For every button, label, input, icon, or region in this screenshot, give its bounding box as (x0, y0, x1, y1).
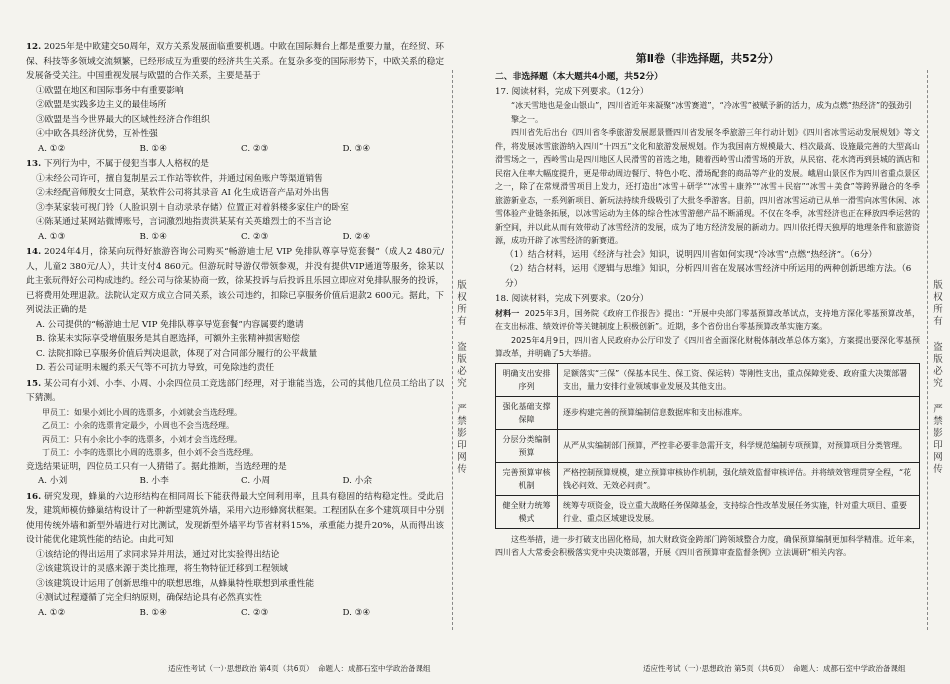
question-stem: 下列行为中，不属于侵犯当事人人格权的是 (43, 159, 209, 169)
statement-option: ③欧盟是当今世界最大的区域性经济合作组织 (36, 114, 210, 125)
statement-option: ①未经公司许可，擅自复制星云工作站等软件，并通过闲鱼账户等渠道销售 (36, 173, 323, 184)
copyright-notice: 版 权 所 有 盗 版 必 究 严 禁 影 印 网 传 (933, 280, 943, 475)
page-footer-author: 命题人：成都石室中学政治备课组 (318, 664, 431, 673)
statement-option: ④测试过程遵循了完全归纳原则，确保结论具有必然真实性 (36, 593, 262, 603)
statement-option: ③李某家装可视门铃（人脸识别＋自动录录存储）位置正对着斜楼多家住户的卧室 (36, 202, 349, 213)
statement-option: ②该建筑设计的灵感来源于类比推理，将生物特征迁移到工程领域 (36, 564, 288, 574)
question-stem: 2025年是中欧建交50周年，双方关系发展面临重要机遇。中欧在国际舞台上都是重要力量，在经贸、环保、科技等多领域交流频繁，已经形成互为重要的经济共生关系。在复杂多变的国际形势下，中欧关系的稳定发展备受关注。中国重视发展与欧盟的合作关系，主要是基于 (26, 42, 444, 81)
statement-option: D. 若公司证明未履约系天气等不可抗力导致，可免除违约责任 (36, 363, 275, 373)
answer-choice: B. ①④ (139, 143, 167, 154)
section-title: 二、非选择题（本大题共4小题，共52分） (495, 72, 663, 82)
statement-option: C. 法院扣除已享服务价值后判决退款，体现了对合同部分履行的公平裁量 (36, 348, 318, 359)
material-closing: 这些举措，进一步打破支出固化格局，加大财政资金跨部门跨领域整合力度，确保预算编制更加科学精准。近年来，四川省人大常委会积极落实党中央决策部署，开展《四川省预算审查监督条例》立法调研”相关内容。 (495, 534, 920, 557)
question-number: 14. (26, 247, 42, 257)
statement-option: ④陈某通过某网站微博账号，言词激烈地指责洪某某有关英雄烈士的不当言论 (36, 217, 332, 227)
binding-line (927, 70, 928, 630)
question-13 (26, 157, 444, 244)
answer-choices (26, 230, 444, 245)
measure-row (496, 462, 920, 495)
question-number: 13. (26, 159, 42, 169)
question-asks (495, 248, 920, 292)
statement-option: A. 公司提供的“畅游迪士尼 VIP 免排队尊享导览套餐”内容属要约邀请 (36, 319, 304, 330)
question-14 (26, 245, 444, 376)
page-footer-info: 适应性考试（一）·思想政治 第5页（共6页） (643, 664, 789, 673)
part-2-title: 第Ⅱ卷（非选择题，共52分） (635, 52, 780, 65)
answer-choice: C. ②③ (241, 607, 269, 618)
question-stem: 阅读材料，完成下列要求。（20分） (511, 294, 649, 304)
essay-questions-column (495, 50, 920, 630)
question-number: 16. (26, 491, 42, 502)
measure-description: 逐步构建完善的预算编制信息数据库和支出标准库。 (558, 396, 920, 429)
material-quote: “冰天雪地也是金山银山”，四川省近年来凝聚“冰雪赛道”，“冷冰雪”被赋予新的活力，成为点燃“热经济”的强劲引擎之一。 (511, 101, 913, 124)
measure-description: 严格控制预算规模，建立预算审核协作机制，强化绩效监督审核评估。并将绩效管理贯穿全程，“花钱必问效、无效必问责”。 (558, 462, 920, 495)
answer-choices (26, 474, 444, 489)
copyright-notice: 版 权 所 有 盗 版 必 究 严 禁 影 印 网 传 (457, 280, 467, 475)
answer-choice: B. 小李 (139, 476, 169, 486)
statement-option: ①该结论的得出运用了求同求异并用法，通过对比实验得出结论 (36, 549, 280, 560)
measure-row (496, 396, 920, 429)
material-text-2: 2025年4月9日，四川省人民政府办公厅印发了《四川省全面深化财税体制改革总体方案》，方案提出要深化零基预算改革，并明确了5大举措。 (495, 335, 920, 358)
answer-choice: A. ①② (38, 143, 66, 154)
material-text: 四川省先后出台《四川省冬季旅游发展愿景暨四川省发展冬季旅游三年行动计划》《四川省冰雪运动发展规划》等文件，将发展冰雪旅游纳入四川“十四五”文化和旅游发展规划。作为我国南方规模最大、档次最高、设施最完善的大型高山滑雪场之一，西岭雪山是四川地区人民滑雪的首选之地，随着西岭雪山滑雪场的开放，从民宿、花水湾再到县城的酒店和民宿入住率大幅度提升，更是带动周边餐厅、特色小吃、滑场配套的商品等产业的发展。峨眉山景区作为四川省重点景区之一，除了在常规滑雪项目上发力，还打造出“冰雪＋研学”“冰雪＋康养”“冰雪＋民宿”“冰雪＋美食”等跨界融合的冬季旅游新业态，一系列新项目、新玩法持续升级吸引了大批冬季游客。目前，四川省冰雪运动已从单一滑雪向冰雪休闲、冰雪体验产业链条拓展，以冰雪运动为主体的综合性冰雪游憩产品不断涌现。不仅在冬季，冰雪经济也正在释放四季运营的新空间，并以此从而有效带动了冰雪经济的发展，成为了地方经济发展的新动力。四川依托得天独厚的地理条件和旅游资源，成功开辟了冰雪经济的新赛道。 (495, 128, 920, 245)
statement-option: 丁员工：小李的选票比小周的选票多，但小刘不会当选经理。 (42, 448, 258, 457)
question-18 (495, 292, 920, 560)
answer-choice: A. 小刘 (38, 476, 68, 486)
measure-row (496, 429, 920, 462)
question-16 (26, 490, 444, 621)
answer-choice: A. ①③ (38, 231, 66, 242)
question-text (26, 377, 444, 406)
page-footer-author: 命题人：成都石室中学政治备课组 (793, 664, 906, 673)
questions-column (26, 40, 444, 630)
measure-name: 完善预算审核机制 (496, 462, 558, 495)
measures-table (495, 363, 920, 529)
answer-choice: B. ①④ (139, 607, 167, 618)
answer-choice: D. ③④ (342, 607, 371, 618)
answer-choices (26, 142, 444, 157)
answer-choice: B. ①④ (139, 231, 167, 242)
question-number: 15. (26, 378, 42, 389)
question-closing: 竞选结果证明，四位员工只有一人猜错了。据此推断，当选经理的是 (26, 461, 287, 472)
answer-choice: C. ②③ (241, 143, 269, 154)
question-number: 17. (495, 86, 509, 97)
question-17 (495, 85, 920, 292)
measure-name: 健全财力统筹模式 (496, 495, 558, 528)
statement-option: ④中欧各具经济优势，互补性强 (36, 129, 158, 139)
question-15 (26, 377, 444, 489)
material-text: 2025年3月，国务院《政府工作报告》提出：“开展中央部门零基预算改革试点，支持地方深化零基预算改革，在支出标准、绩效评价等关键制度上积极创新”。近期，多个省份出台零基预算改革实施方案。 (495, 308, 920, 331)
answer-choice: D. ③④ (342, 143, 371, 154)
question-stem: 阅读材料，完成下列要求。（12分） (511, 86, 649, 97)
question-stem: 某公司有小刘、小李、小周、小余四位员工竞选部门经理，对于谁能当选，公司的其他几位员工给出了以下猜测。 (26, 378, 444, 403)
measure-row (496, 363, 920, 396)
question-text (26, 490, 444, 548)
answer-choices (26, 606, 444, 621)
question-stem: 研究发现，蜂巢的六边形结构在相同周长下能获得最大空间利用率，且具有稳固的结构稳定性。受此启发，建筑师模仿蜂巢结构设计了一种新型建筑外墙，采用六边形蜂窝状框架。工程团队在多个建筑项目中分别使用传统外墙和新型外墙进行对比测试，发现新型外墙平均节省材料15%，承重能力提升20%，从而得出该设计能优化建筑性能的结论。由此可知 (26, 491, 444, 545)
statement-option: 丙员工：只有小余比小李的选票多，小刘才会当选经理。 (42, 434, 242, 444)
question-stem: 2024年4月，徐某向玩得好旅游咨询公司购买“畅游迪士尼 VIP 免排队尊享导览套餐”（成人2 480元/人，儿童2 380元/人），共计支付4 860元。但游玩时导游仅带领参观，并没有提供VIP通道等服务，徐某以此主张玩得好公司构成违约。经公司与徐某协商一致，徐某投诉与后投诉且乐园立即应对免排队服务的投诉，已将费用处理退款。法院认定双方成立合同关系，该公司违约，扣除已享服务价值后退款2 600元。据此，下列说法正确的是 (26, 247, 444, 315)
question-text (26, 157, 444, 172)
statement-option: ③该建筑设计运用了创新思维中的联想思维，从蜂巢特性联想到承重性能 (36, 578, 314, 589)
statement-option: 甲员工：如果小刘比小周的选票多，小刘就会当选经理。 (42, 407, 242, 417)
measure-description: 统筹专项资金，设立重大战略任务保障基金，支持综合性改革发展任务实施，针对重大项目、重要行业、重点区域建设发展。 (558, 495, 920, 528)
answer-choice: D. 小余 (342, 476, 373, 486)
answer-choice: C. ②③ (241, 231, 269, 242)
sub-question: （2）结合材料，运用《逻辑与思维》知识，分析四川省在发展冰雪经济中所运用的两种创新思维方法。（6分） (505, 264, 912, 289)
answer-choice: C. 小周 (241, 476, 271, 486)
material-label: 材料一 (495, 308, 520, 318)
measure-description: 从严从实编制部门预算，严控非必要非急需开支，科学规范编制专项预算，对预算项目分类管理。 (558, 429, 920, 462)
statement-option: 乙员工：小余的选票肯定最少，小周也不会当选经理。 (42, 421, 234, 430)
question-number: 12. (26, 42, 42, 52)
answer-choice: A. ①② (38, 607, 66, 618)
answer-choice: D. ②④ (342, 231, 371, 242)
question-text (26, 245, 444, 318)
question-12 (26, 40, 444, 156)
statement-option: B. 徐某未实际享受增值服务是其自愿选择，可额外主张精神损害赔偿 (36, 334, 300, 344)
question-text (26, 40, 444, 84)
multiple-choice-questions (26, 40, 444, 620)
statement-option: ①欧盟在地区和国际事务中有重要影响 (36, 85, 184, 96)
sub-question: （1）结合材料，运用《经济与社会》知识，说明四川省如何实现“冷冰雪”点燃“热经济”。（6分） (505, 249, 877, 260)
binding-line (452, 70, 453, 630)
exam-page-5 (475, 0, 950, 684)
measure-row (496, 495, 920, 528)
statement-option: ②未经配音师殷女士同意，某软件公司将其录音 AI 化生成语音产品对外出售 (36, 188, 330, 198)
measure-name: 强化基础支撑保障 (496, 396, 558, 429)
question-number: 18. (495, 294, 509, 304)
statement-option: ②欧盟是实践多边主义的最佳场所 (36, 100, 167, 110)
measure-description: 足额落实“三保”（保基本民生、保工资、保运转）等刚性支出，重点保障党委、政府重大决策部署支出，量力安排行业领域事业发展及其他支出。 (558, 363, 920, 396)
measure-name: 明确支出安排序列 (496, 363, 558, 396)
page-footer-info: 适应性考试（一）·思想政治 第4页（共6页） (168, 664, 314, 673)
measure-name: 分层分类编制预算 (496, 429, 558, 462)
